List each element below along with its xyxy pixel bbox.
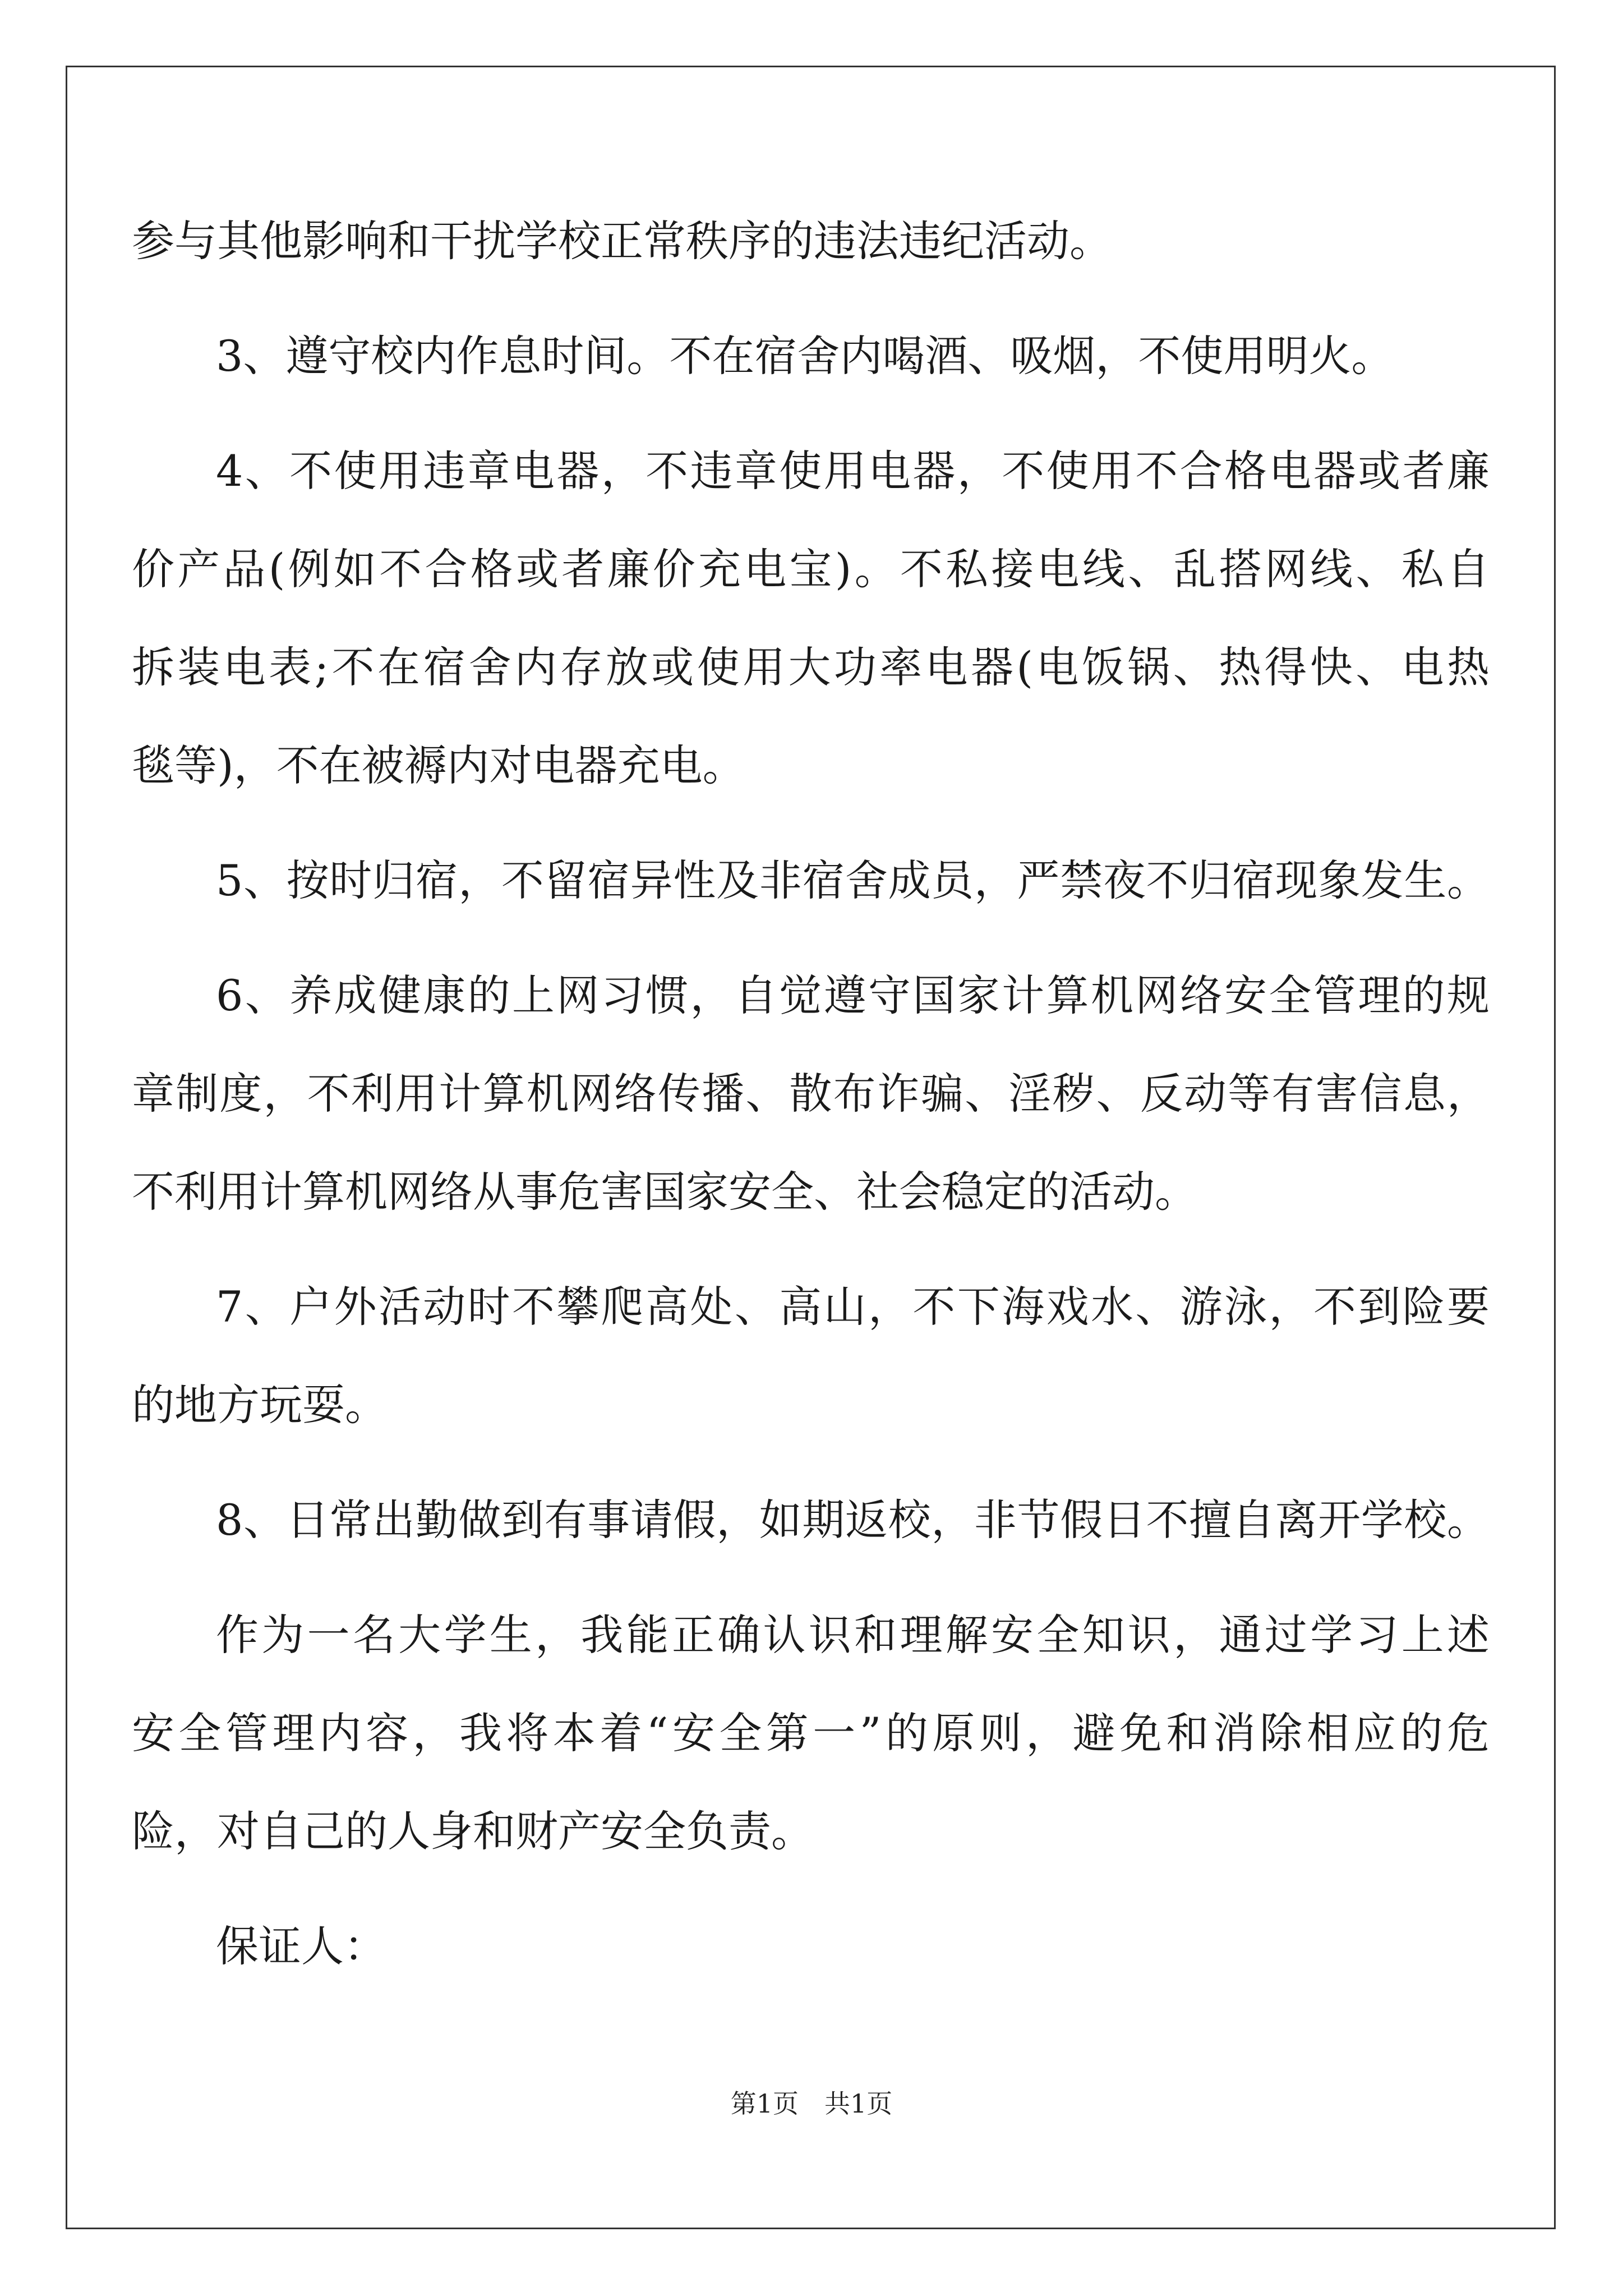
paragraph-line: 6、养成健康的上网习惯，自觉遵守国家计算机网络安全管理的规 xyxy=(216,970,1490,1020)
page-number: 第1页 共1页 xyxy=(730,2088,893,2119)
guarantor-label: 保证人： xyxy=(216,1921,386,1971)
paragraph-line: 作为一名大学生，我能正确认识和理解安全知识，通过学习上述 xyxy=(216,1610,1490,1660)
paragraph-line: 7、户外活动时不攀爬高处、高山，不下海戏水、游泳，不到险要 xyxy=(216,1282,1490,1332)
paragraph-line: 章制度，不利用计算机网络传播、散布诈骗、淫秽、反动等有害信息， xyxy=(132,1069,1490,1119)
paragraph-line: 5、按时归宿，不留宿异性及非宿舍成员，严禁夜不归宿现象发生。 xyxy=(216,855,1490,905)
paragraph-line: 参与其他影响和干扰学校正常秩序的违法违纪活动。 xyxy=(132,216,1112,266)
paragraph-line: 8、日常出勤做到有事请假，如期返校，非节假日不擅自离开学校。 xyxy=(216,1495,1490,1545)
paragraph-line: 险，对自己的人身和财产安全负责。 xyxy=(132,1806,814,1856)
paragraph-line: 安全管理内容，我将本着“安全第一”的原则，避免和消除相应的危 xyxy=(132,1708,1490,1758)
paragraph-line: 拆装电表;不在宿舍内存放或使用大功率电器(电饭锅、热得快、电热 xyxy=(132,642,1490,692)
paragraph-line: 价产品(例如不合格或者廉价充电宝)。不私接电线、乱搭网线、私自 xyxy=(132,544,1490,594)
page-border xyxy=(66,66,1556,2229)
paragraph-line: 的地方玩耍。 xyxy=(132,1380,388,1430)
paragraph-line: 毯等)，不在被褥内对电器充电。 xyxy=(132,740,745,790)
paragraph-line: 不利用计算机网络从事危害国家安全、社会稳定的活动。 xyxy=(132,1167,1197,1217)
paragraph-line: 3、遵守校内作息时间。不在宿舍内喝酒、吸烟，不使用明火。 xyxy=(216,331,1394,381)
paragraph-line: 4、不使用违章电器，不违章使用电器，不使用不合格电器或者廉 xyxy=(216,446,1490,496)
